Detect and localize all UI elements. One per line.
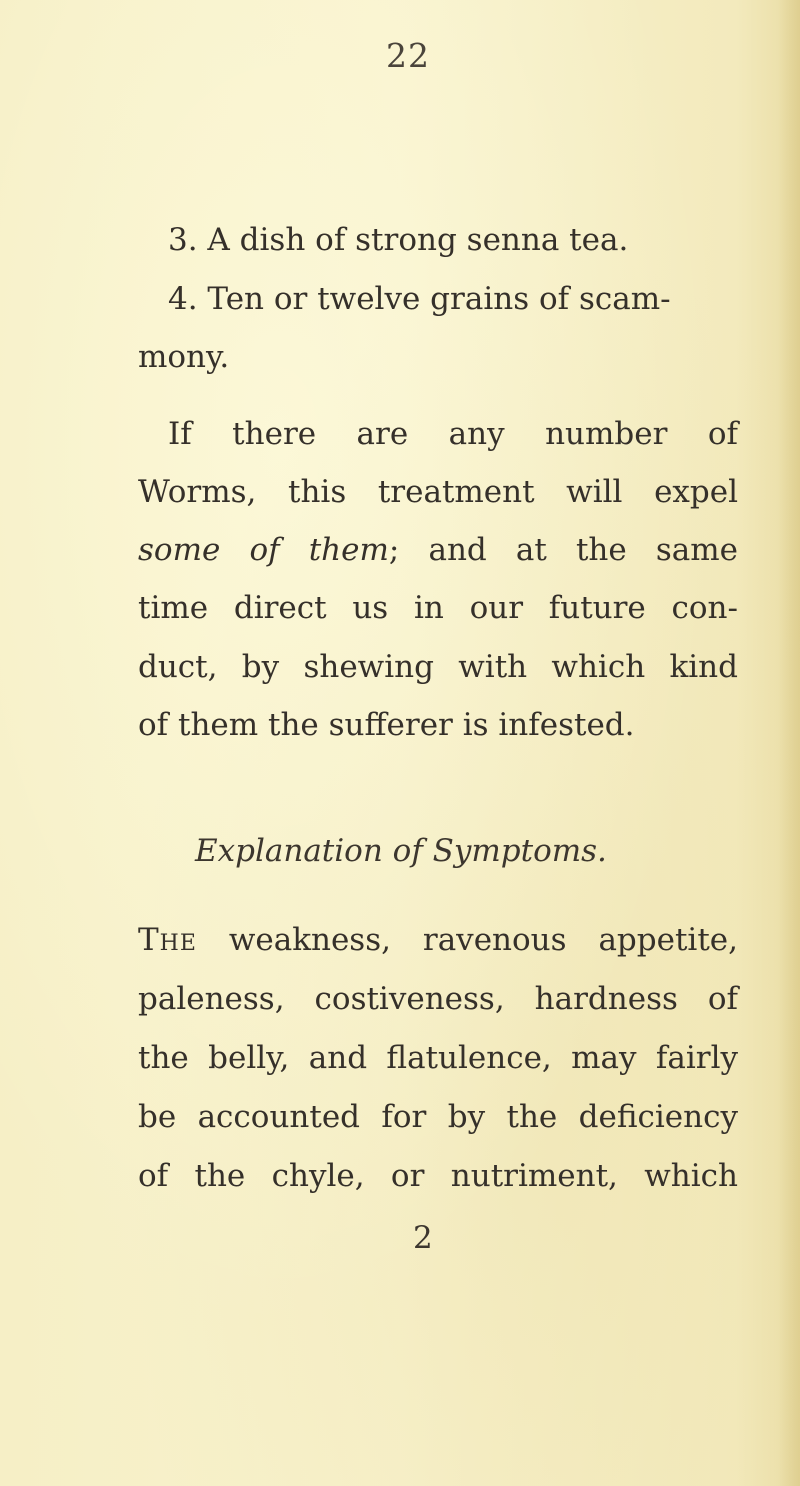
page-number: 22: [386, 36, 430, 75]
emphasis-text: some of them: [138, 532, 389, 568]
paragraph-line: time direct us in our future con-: [138, 590, 738, 626]
paragraph-line: be accounted for by the deficiency: [138, 1099, 738, 1135]
paragraph-line: [138, 526, 738, 574]
paragraph-line: the belly, and flatulence, may fairly: [138, 1040, 738, 1076]
list-item-4: 4. Ten or twelve grains of scam-: [168, 281, 671, 317]
paragraph-line: [138, 916, 738, 964]
list-item-4-continued: mony.: [138, 339, 230, 375]
page-edge-shading: [778, 0, 800, 1486]
paragraph-line: If there are any number of: [168, 416, 738, 452]
section-heading: Explanation of Symptoms.: [195, 833, 607, 869]
paragraph-line: Worms, this treatment will expel: [138, 474, 738, 510]
list-item-3: 3. A dish of strong senna tea.: [168, 222, 629, 258]
paragraph-line: duct, by shewing with which kind: [138, 649, 738, 685]
paragraph-line: of the chyle, or nutriment, which: [138, 1158, 738, 1194]
paragraph-line: of them the sufferer is infested.: [138, 707, 635, 743]
paragraph-line-rest: ; and at the same: [388, 532, 738, 568]
paragraph-line-rest: weakness, ravenous appetite,: [196, 922, 738, 958]
catchword: 2: [413, 1220, 433, 1256]
paragraph-line: paleness, costiveness, hardness of: [138, 981, 738, 1017]
small-caps-opening: The: [138, 922, 197, 958]
